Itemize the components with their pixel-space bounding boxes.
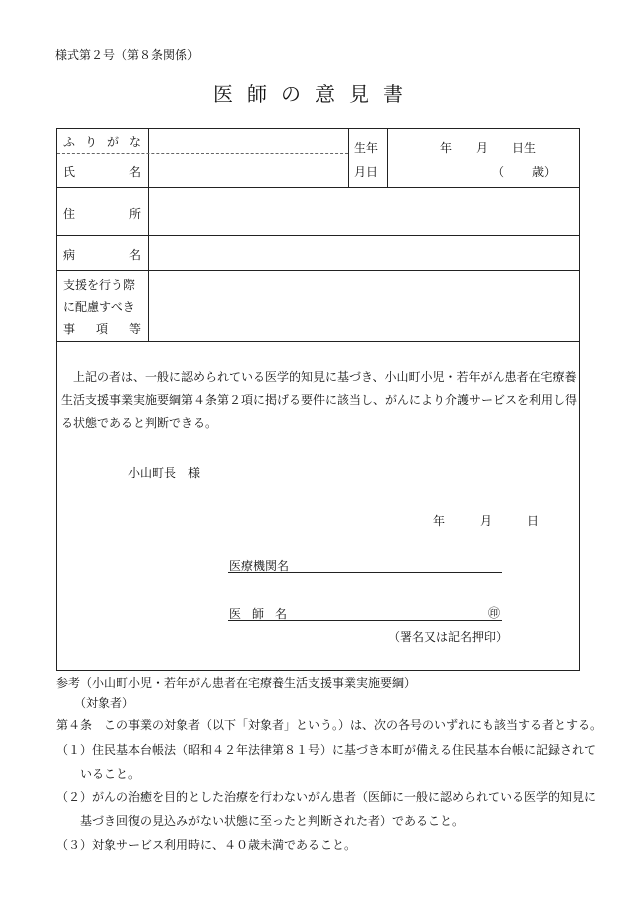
dob-label-bottom: 月日 [354, 165, 379, 179]
reference-item-1: （１）住民基本台帳法（昭和４２年法律第８１号）に基づき本町が備える住民基本台帳に記録されて [56, 743, 597, 757]
considerations-label-2: に配慮すべき [63, 300, 135, 314]
name-field[interactable] [150, 156, 346, 184]
reference-subheading: （対象者） [74, 696, 135, 710]
reference-item-3: （３）対象サービス利用時に、４０歳未満であること。 [56, 838, 357, 852]
seal-mark: ㊞ [488, 606, 501, 620]
reference-item-1-cont: いること。 [80, 767, 141, 781]
signature-note: （署名又は記名押印） [388, 630, 509, 644]
considerations-field[interactable] [150, 273, 576, 339]
doctor-label: 医 師 名 [229, 607, 287, 621]
date-month-label: 月 [480, 514, 493, 528]
addressee: 小山町長 様 [128, 466, 201, 480]
age-close: 歳） [532, 165, 557, 179]
reference-article: 第４条 この事業の対象者（以下「対象者」という。）は、次の各号のいずれにも該当する者とする。 [56, 718, 603, 732]
age-open: （ [492, 165, 505, 179]
reference-item-2-cont: 基づき回復の見込みがない状態に至ったと判断された者）であること。 [80, 814, 465, 828]
date-day-label: 日 [527, 514, 540, 528]
reference-heading: 参考（小山町小児・若年がん患者在宅療養生活支援事業実施要綱） [56, 676, 417, 690]
name-label: 氏 名 [63, 165, 141, 179]
dob-year-label: 年 [440, 141, 453, 155]
document-title: 医師の意見書 [213, 82, 417, 106]
dob-field[interactable] [390, 131, 576, 184]
certification-statement: 上記の者は、一般に認められている医学的知見に基づき、小山町小児・若年がん患者在宅療養生活支援事業実施要綱第４条第２項に掲げる要件に該当し、がんにより介護サービスを利用し得る状態であると判断できる。 [61, 370, 578, 430]
reference-item-2: （２）がんの治癒を目的とした治療を行わないがん患者（医師に一般に認められている医学的知見に [56, 790, 597, 804]
dob-day-label: 日生 [512, 141, 537, 155]
institution-label: 医療機関名 [229, 559, 290, 573]
considerations-label-3: 事 項 等 [63, 322, 141, 336]
address-field[interactable] [150, 190, 576, 233]
dob-month-label: 月 [476, 141, 489, 155]
furigana-field[interactable] [150, 131, 346, 152]
form-number-label: 様式第２号（第８条関係） [55, 48, 200, 62]
address-label: 住 所 [63, 207, 141, 221]
date-year-label: 年 [433, 514, 446, 528]
considerations-label-1: 支援を行う際 [63, 278, 136, 292]
furigana-label: ふ り が な [63, 135, 141, 149]
doctor-signature-line[interactable] [228, 620, 502, 621]
institution-line[interactable] [228, 572, 502, 573]
disease-field[interactable] [150, 238, 576, 268]
disease-label: 病 名 [63, 248, 141, 262]
dob-label-top: 生年 [354, 141, 379, 155]
